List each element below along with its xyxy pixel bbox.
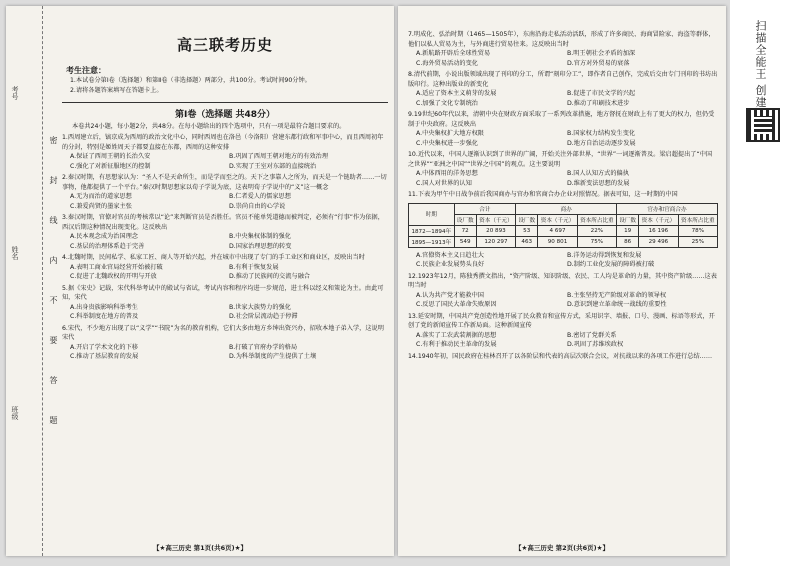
- exam-page-1: [6, 6, 394, 556]
- table-cell: 1872—1894年: [409, 225, 455, 236]
- option: B.中央集权体制的强化: [229, 233, 291, 240]
- table-cell: 53: [516, 225, 538, 236]
- option: B.密切了党群关系: [567, 331, 617, 339]
- option: D.为科举制度的产生提供了土壤: [229, 353, 317, 360]
- option: C.民族企业发展势头良好: [416, 261, 485, 268]
- option: C.强化了对新征服地区的控制: [70, 162, 151, 170]
- option: A.中央集权扩大地方权限: [416, 130, 484, 137]
- question-stem: 2.秦汉时期，有思想家认为：“圣人不是天命所生，而是学而至之的。天下之事靠人之所为，而天是一个链助者……一切事物，他都提供了一个平台。”秦汉时期思想家以荀子学说为底，这表明荀子学说中的“义”这一概念: [62, 174, 387, 191]
- table-cell: 86: [617, 236, 639, 247]
- option: B.洋务运动得到恢复和发展: [567, 251, 642, 259]
- exam-title: 高三联考历史: [176, 36, 273, 54]
- page-2-content: [408, 28, 718, 361]
- option: D.官方对外贸易的衰落: [567, 59, 630, 67]
- table-header: 时期: [409, 203, 455, 225]
- class-label: 班级: [11, 406, 19, 420]
- table-cell: 78%: [678, 225, 717, 236]
- section-intro: 本卷共24小题，每小题2分，共48分。在每小题给出的四个选项中，只有一项是最符合题目要求的。: [72, 123, 346, 130]
- page-1-content: [62, 14, 388, 362]
- table-cell: 4 697: [538, 225, 577, 236]
- option: A.新航路开辟后全球性贸易: [416, 50, 491, 57]
- table-row: [409, 236, 718, 247]
- table-cell: 20 893: [476, 225, 515, 236]
- option: C.国人对世界的认知: [416, 179, 472, 187]
- table-cell: 25%: [678, 236, 717, 247]
- table-cell: 22%: [577, 225, 616, 236]
- question-stem: 14.1940年初，国民政府在桂林召开了以各阶层和代表的高层次联合会议，对抗战以来的各项工作进行总结……: [408, 352, 713, 360]
- option: B.国家权力结构发生变化: [567, 130, 636, 137]
- exam-page-2: [398, 6, 726, 556]
- question-stem: 3.秦汉时期，官僚对官员的考核常以“论”来判断官员是否胜任。官员不能单凭道德而被判定，必须有“行事”作为依据，西汉后期这种情况出现变化。这反映出: [62, 214, 384, 231]
- seal-char: 线: [49, 216, 58, 224]
- option: C.兼爱尚贤的墨家主张: [70, 202, 132, 210]
- scanner-watermark-strip: [730, 0, 800, 566]
- option: D.意识到建立革命统一战线的重要性: [567, 301, 667, 308]
- option: A.保证了西周王朝的长治久安: [70, 153, 151, 160]
- seal-char: 密: [49, 136, 58, 144]
- table-cell: 72: [454, 225, 476, 236]
- question-stem: 13.延安时期，中国共产党创造性地开展了民众教育和宣传方式，采用识字、墙报、口号、漫画、标语等形式，开创了党的新闻宣传工作新局面。这种新闻宣传: [408, 312, 715, 329]
- question-stem: 1.西周建立后，镐京成为西周的政治文化中心，同时西周也在洛邑（今洛阳）营建东都行政和军事中心，而且西周初年的分封，特别是姬姓周天子都要直接在东都，西周的这种安排: [62, 134, 384, 151]
- seal-char: 封: [49, 176, 58, 184]
- table-header: 商办: [516, 203, 617, 214]
- scanner-watermark-text: 扫描全能王 创建: [754, 20, 767, 109]
- option: C.促进了北魏政权的开明与开放: [70, 273, 157, 280]
- option: C.加强了文化专制统治: [416, 99, 478, 107]
- exam-number-label: 考号: [11, 86, 19, 100]
- option: B.国人认知方式的偏执: [567, 170, 629, 177]
- table-subheader: 资本（千元）: [476, 214, 515, 225]
- seal-line-notice: [46, 6, 60, 556]
- table-subheader: 设厂数: [617, 214, 639, 225]
- option: B.有利于恢复发展: [229, 263, 279, 271]
- option: A.官僚资本主义日趋壮大: [416, 251, 484, 259]
- table-cell: 90 801: [538, 236, 577, 247]
- student-name-label: 姓名: [11, 246, 19, 260]
- seal-char: 要: [49, 336, 58, 344]
- notice-line: 2.请将各题答案填写在答题卡上。: [70, 87, 163, 94]
- question-stem: 8.清代前期，小说出版领域出现了刊印的分工，所谓“刻印分工”，即作者自己创作，完成后交由专门刊印的书坊出版印行。这种出版业的新变化: [408, 71, 718, 88]
- question-stem: 7.明成化、弘治时期（1465—1505年），东南沿海走私活动活跃，形成了许多商民、海商冒险家、海盗等群体，他们以私人贸易为主，与外商进行贸易往来。这反映出当时: [408, 31, 715, 48]
- table-header: 合计: [454, 203, 516, 214]
- question-stem: 4.北魏时期，民间私学、私家工匠、商人等开始兴起，并在城市中出现了专门的手工业区和商业区，反映出当时: [62, 254, 365, 261]
- option: B.世家大族势力的强化: [229, 303, 291, 311]
- table-row: [409, 225, 718, 236]
- table-header: 官办和官商合办: [617, 203, 718, 214]
- option: D.推动了印刷技术进步: [567, 99, 630, 107]
- option: A.表明工商业官局经营开始被打破: [70, 263, 163, 271]
- seal-char: 题: [49, 416, 58, 424]
- option: D.地方自治运动逐步发展: [567, 139, 636, 147]
- option: B.主张坚持无产阶级对革命的领导权: [567, 291, 667, 299]
- option: D.社会阶层流动趋于停滞: [229, 313, 298, 320]
- option: B.促进了市民文学的兴起: [567, 90, 636, 97]
- table-subheader: 设厂数: [454, 214, 476, 225]
- option: A.无为而治的道家思想: [70, 193, 132, 200]
- option: D.巩固了苏维埃政权: [567, 341, 624, 348]
- option: C.基层的治理体系趋于完善: [70, 242, 145, 250]
- option: C.中央集权进一步强化: [416, 139, 478, 147]
- option: C.推动了基层教育的发展: [70, 353, 139, 360]
- option: C.海外贸易活动的变化: [416, 59, 478, 67]
- enterprise-table: [408, 203, 718, 248]
- option: D.推动了民族间的交流与融合: [229, 273, 310, 280]
- question-stem: 6.宋代，不少地方出现了以“义学”“书院”为名的教育机构，它们大多由地方乡绅出资兴办，招收本地子弟入学，这说明宋代: [62, 324, 384, 341]
- option: A.出身贵族影响科举考生: [70, 303, 138, 311]
- option: D.国家治理思想的转变: [229, 242, 292, 250]
- option: D.制约工业化发展的障碍被打破: [567, 261, 655, 268]
- table-cell: 463: [516, 236, 538, 247]
- page-footer: 【★高三历史 第2页(共6页)★】: [515, 544, 609, 552]
- option: B.巩固了西周王朝对地方的有效治理: [229, 153, 329, 160]
- table-cell: 1895—1913年: [409, 236, 455, 247]
- table-cell: 549: [454, 236, 476, 247]
- table-cell: 75%: [577, 236, 616, 247]
- option: D.崇尚自由的心学说: [229, 202, 286, 210]
- option: C.反思了国民大革命失败原因: [416, 301, 497, 308]
- option: A.认为共产党才能救中国: [416, 291, 484, 299]
- divider: [62, 102, 388, 103]
- option: B.打破了官府办学的格局: [229, 343, 298, 351]
- option: D.实现了王室对东部的直接统治: [229, 162, 317, 170]
- table-cell: 29 496: [639, 236, 678, 247]
- option: C.科举制度在地方的普及: [70, 313, 139, 320]
- qr-code-icon: [746, 108, 780, 142]
- student-info-strip: [6, 6, 43, 556]
- option: A.开启了学术文化的下移: [70, 343, 138, 351]
- table-cell: 120 297: [476, 236, 515, 247]
- section-title: 第Ⅰ卷（选择题 共48分）: [174, 110, 275, 120]
- option: A.适应了资本主义萌芽的发展: [416, 90, 497, 97]
- question-stem: 11.下表为甲午中日战争前后我国商办与官办和官商合办企业对照情况。据表可知，这一时期的中国: [408, 191, 678, 198]
- option: A.中体西用的洋务思想: [416, 170, 478, 177]
- table-cell: 19: [617, 225, 639, 236]
- seal-char: 内: [49, 256, 58, 264]
- table-subheader: 设厂数: [516, 214, 538, 225]
- option: B.仁者爱人的儒家思想: [229, 193, 291, 200]
- seal-char: 不: [49, 296, 58, 304]
- notice-heading: 考生注意：: [66, 66, 106, 75]
- question-stem: 10.近代以来，中国人逐渐认识到了世界的广阔，开始关注外部世界，“世界”一词逐渐普及。梁启超提出了“中国之世界”“亚洲之中国”“世界之中国”的观点。这主要说明: [408, 151, 713, 168]
- option: A.落实了工农武装割据的思想: [416, 331, 497, 339]
- option: C.有利于推动民主革命的发展: [416, 341, 497, 348]
- notice-line: 1.本试卷分第Ⅰ卷（选择题）和第Ⅱ卷（非选择题）两部分，共100分。考试时间90分钟。: [70, 77, 311, 84]
- option: B.明王朝社会矛盾的加深: [567, 50, 636, 57]
- option: A.民本观念成为治国理念: [70, 233, 138, 240]
- question-stem: 5.据《宋史》记载，宋代科举考试中的殿试与省试，考试内容和程序均进一步规范，进士科以经义和策论为主。由此可知，宋代: [62, 284, 384, 301]
- option: D.维新变法思想的发展: [567, 179, 630, 187]
- table-subheader: 资本（千元）: [538, 214, 577, 225]
- table-subheader: 资本（千元）: [639, 214, 678, 225]
- table-subheader: 资本所占比重: [678, 214, 717, 225]
- question-stem: 12.1923年12月，陈独秀撰文指出，“资产阶级、知识阶级、农民、工人均是革命的力量，其中资产阶级……这表明当时: [408, 272, 717, 289]
- table-cell: 16 196: [639, 225, 678, 236]
- seal-char: 答: [49, 376, 58, 384]
- table-subheader: 资本所占比重: [577, 214, 616, 225]
- question-stem: 9.19世纪60年代以来，清朝中央在财政方面采取了一系列改革措施，地方督抚在财政上有了更大的权力，但仍受制于中央政府。这反映出: [408, 111, 715, 128]
- page-footer: 【★高三历史 第1页(共6页)★】: [153, 544, 247, 552]
